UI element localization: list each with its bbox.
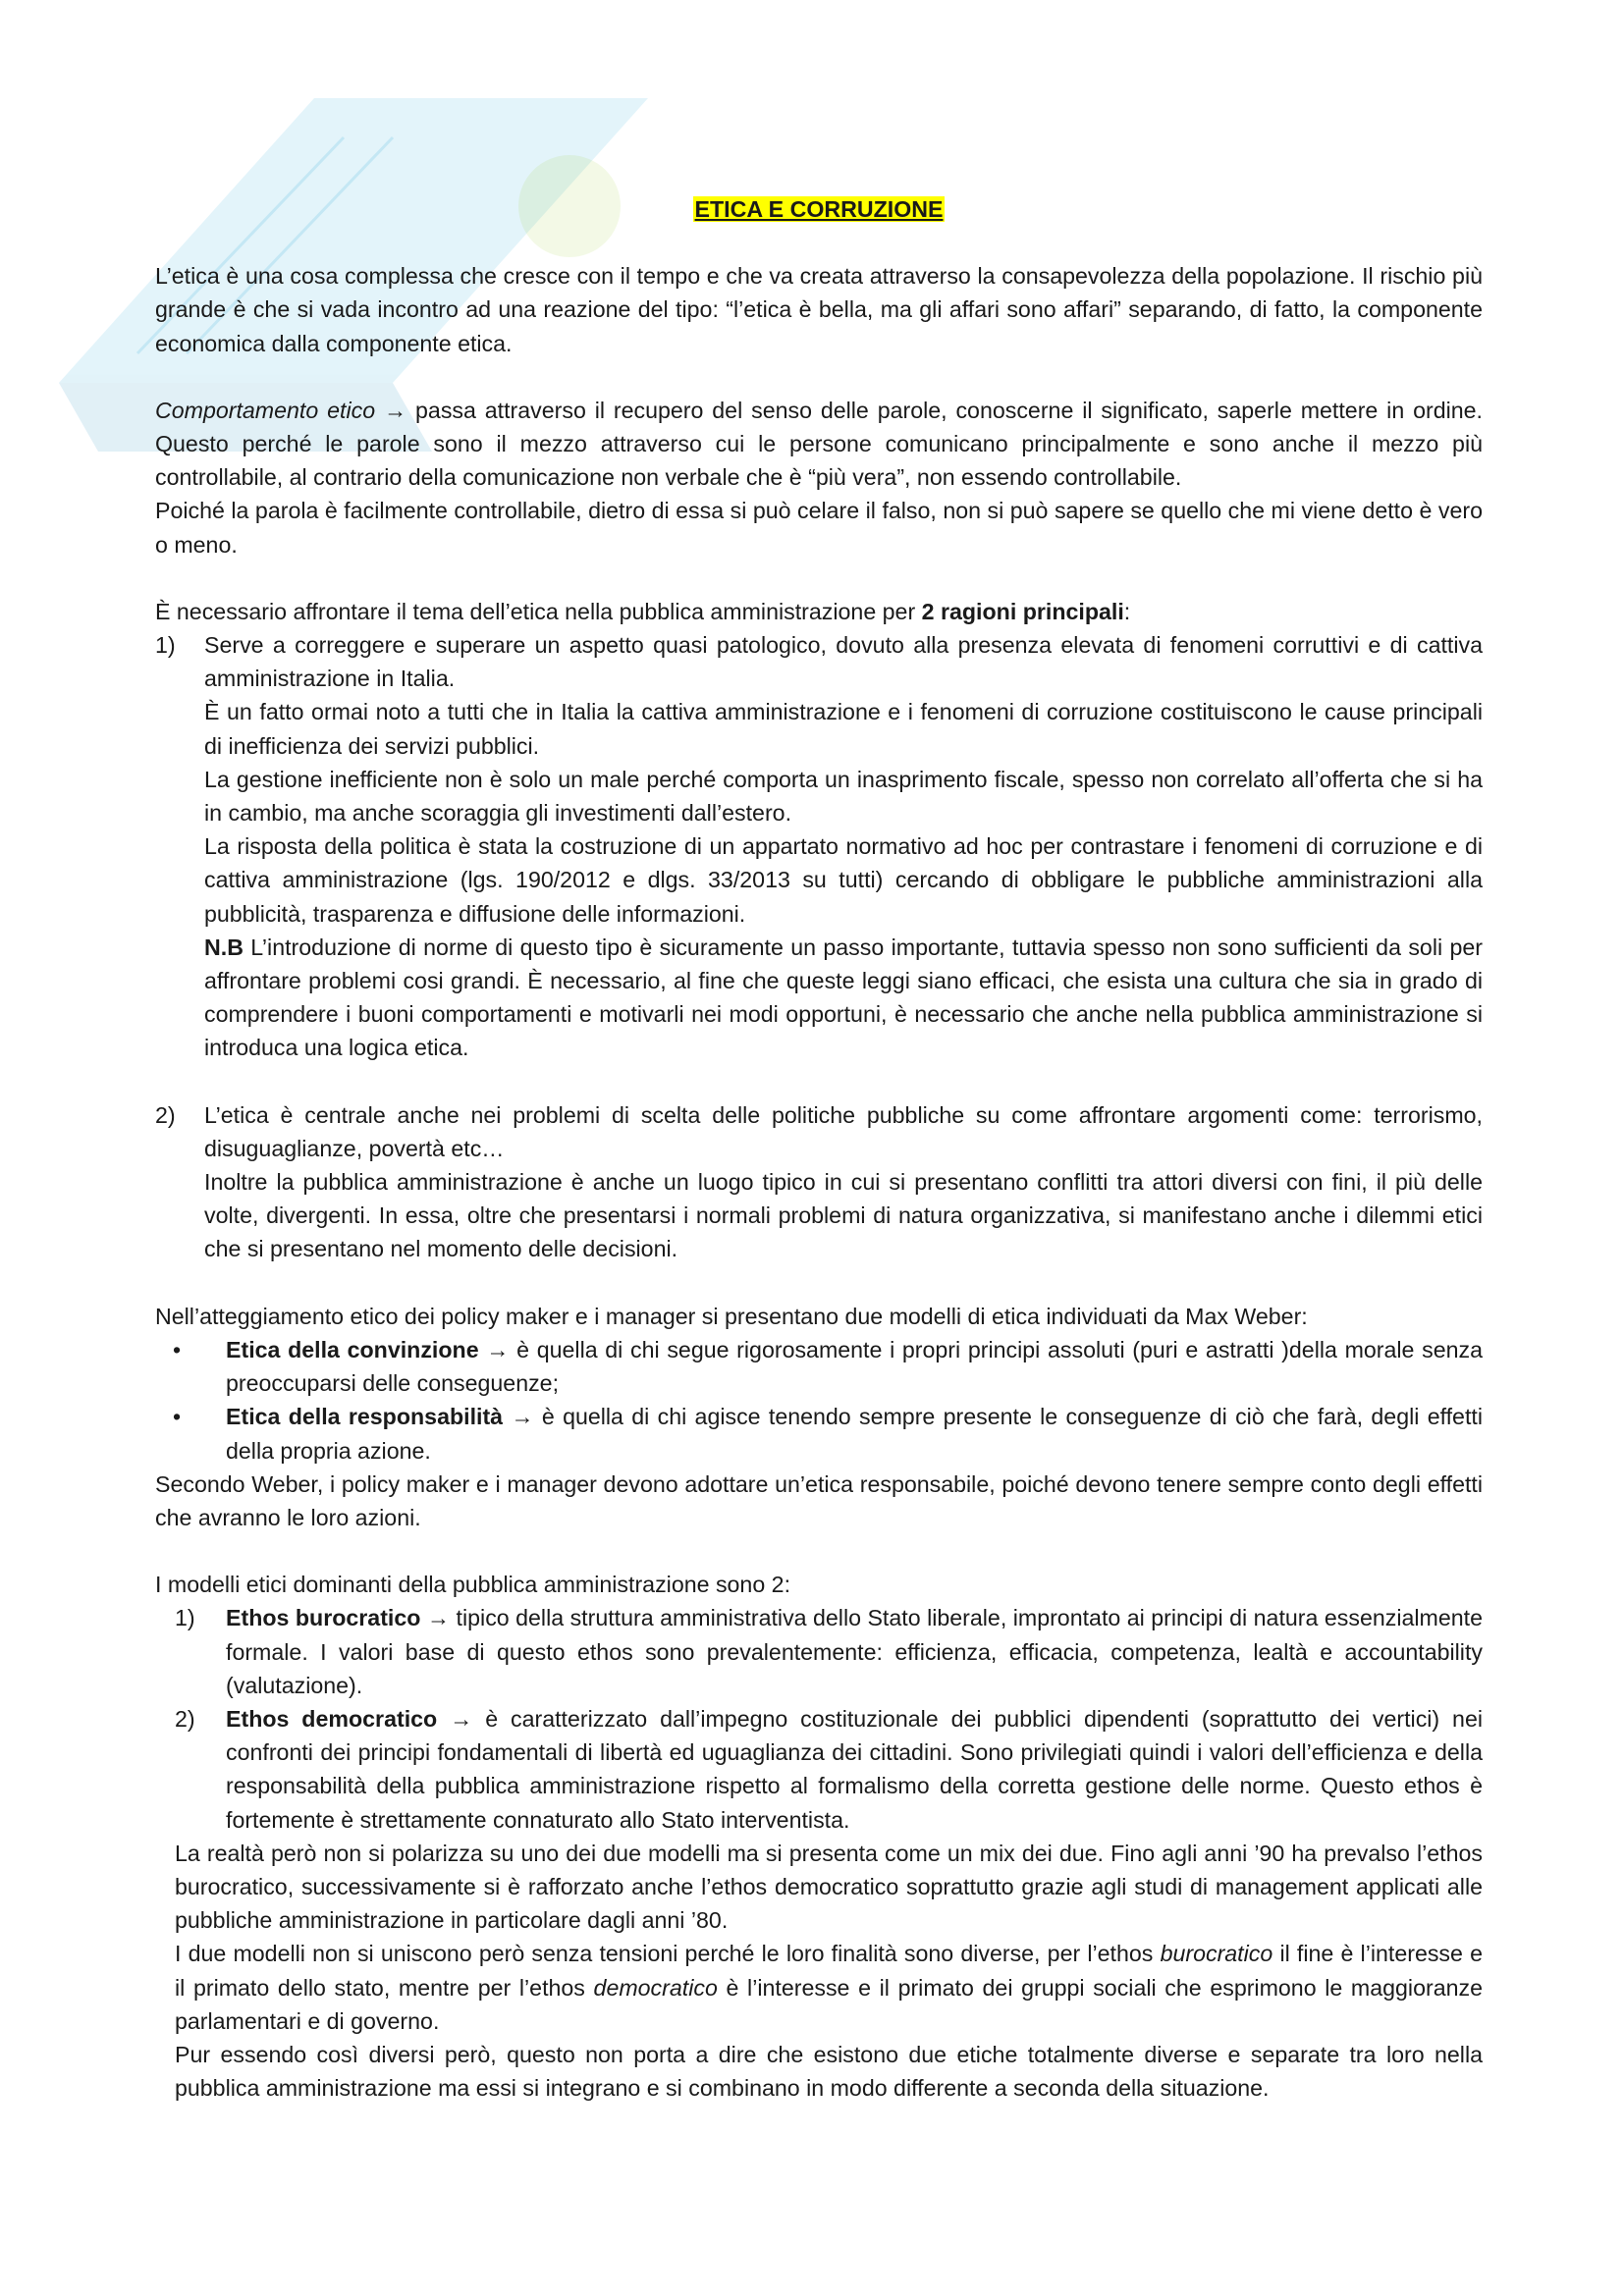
modello-item-1: 1) Ethos burocratico → tipico della struttura amministrativa dello Stato liberale, improntato ai principi di natura essenzialmente formale. I valori base di questo ethos sono prevalentemente: efficienza, efficacia, competenza, lealtà e accountability (valutazione). <box>155 1601 1483 1702</box>
list-marker: 1) <box>175 1605 195 1631</box>
list-marker: 2) <box>155 1101 176 1128</box>
list-marker: 2) <box>175 1705 195 1732</box>
arrow-icon: → <box>437 1705 486 1732</box>
weber-bullet-1: • Etica della convinzione → è quella di chi segue rigorosamente i propri principi assoluti (puri e astratti )della morale senza preoccuparsi delle conseguenze; <box>155 1333 1483 1400</box>
ragione-item-2: 2) L’etica è centrale anche nei problemi di scelta delle politiche pubbliche su come affrontare argomenti come: terrorismo, disuguaglianze, povertà etc… Inoltre la pubblica amministrazione è anche un luogo tipico in cui si presentano conflitti tra attori diversi con fini, il più delle volte, divergenti. In essa, oltre che presentarsi i normali problemi di natura organizzativa, si manifestano anche i dilemmi etici che si presentano nel momento delle decisioni. <box>155 1098 1483 1266</box>
intro-paragraph: L’etica è una cosa complessa che cresce con il tempo e che va creata attraverso la consapevolezza della popolazione. Il rischio più grande è che si vada incontro ad una reazione del tipo: “l’etica è bella, ma gli affari sono affari” separando, di fatto, la componente economica dalla componente etica. <box>155 263 1483 356</box>
arrow-icon: → <box>478 1336 517 1362</box>
bullet-icon: • <box>173 1336 182 1362</box>
weber-bullet-2: • Etica della responsabilità → è quella di chi agisce tenendo sempre presente le conseguenze di ciò che farà, degli effetti della propria azione. <box>155 1400 1483 1467</box>
ragioni-lead: È necessario affrontare il tema dell’etica nella pubblica amministrazione per 2 ragioni principali: <box>155 598 1131 624</box>
comportamento-term: Comportamento etico <box>155 397 376 423</box>
modello-item-2: 2) Ethos democratico → è caratterizzato dall’impegno costituzionale dei pubblici dipendenti (soprattutto dei vertici) nei confronti dei principi fondamentali di libertà ed uguaglianza dei cittadini. Sono privilegiati quindi i valori dell’efficienza e della responsabilità della pubblica amministrazione rispetto al formalismo della corretta gestione delle norme. Questo ethos è fortemente è strettamente connaturato allo Stato interventista. <box>155 1702 1483 1837</box>
modelli-lead: I modelli etici dominanti della pubblica amministrazione sono 2: <box>155 1572 791 1598</box>
document-page <box>155 192 1483 2105</box>
arrow-icon: → <box>375 397 416 423</box>
nb-note: N.B L’introduzione di norme di questo tipo è sicuramente un passo importante, tuttavia spesso non sono sufficienti da soli per affrontare problemi cosi grandi. È necessario, al fine che queste leggi siano efficaci, che esista una cultura che sia in grado di comprendere i buoni comportamenti e motivarli nei modi opportuni, è necessario che anche nella pubblica amministrazione si introduca una logica etica. <box>204 934 1483 1061</box>
bullet-icon: • <box>173 1404 182 1430</box>
comportamento-paragraph-2: Poiché la parola è facilmente controllabile, dietro di essa si può celare il falso, non si può sapere se quello che mi viene detto è vero o meno. <box>155 498 1483 558</box>
arrow-icon: → <box>503 1404 542 1430</box>
page-title: ETICA E CORRUZIONE <box>694 196 944 222</box>
comportamento-paragraph: Comportamento etico → passa attraverso il recupero del senso delle parole, conoscerne il significato, saperle mettere in ordine. Questo perché le parole sono il mezzo attraverso cui le persone comunicano principalmente e sono anche il mezzo più controllabile, al contrario della comunicazione non verbale che è “più vera”, non essendo controllabile. <box>155 397 1483 491</box>
ragione-item-1: 1) Serve a correggere e superare un aspetto quasi patologico, dovuto alla presenza elevata di fenomeni corruttivi e di cattiva amministrazione in Italia. È un fatto ormai noto a tutti che in Italia la cattiva amministrazione e i fenomeni di corruzione costituiscono le cause principali di inefficienza dei servizi pubblici. La gestione inefficiente non è solo un male perché comporta un inasprimento fiscale, spesso non correlato all’offerta che si ha in cambio, ma anche scoraggia gli investimenti dall’estero. La risposta della politica è stata la costruzione di un appartato normativo ad hoc per contrastare i fenomeni di corruzione e di cattiva amministrazione (lgs. 190/2012 e dlgs. 33/2013 su tutti) cercando di obbligare le pubbliche amministrazioni alla pubblicità, trasparenza e diffusione delle informazioni. N.B L’introduzione di norme di questo tipo è sicuramente un passo importante, tuttavia spesso non sono sufficienti da soli per affrontare problemi cosi grandi. È necessario, al fine che queste leggi siano efficaci, che esista una cultura che sia in grado di comprendere i buoni comportamenti e motivarli nei modi opportuni, è necessario che anche nella pubblica amministrazione si introduca una logica etica. <box>155 628 1483 1065</box>
list-marker: 1) <box>155 632 176 659</box>
weber-lead: Nell’atteggiamento etico dei policy maker e i manager si presentano due modelli di etica individuati da Max Weber: <box>155 1303 1308 1329</box>
arrow-icon: → <box>420 1605 457 1631</box>
weber-close: Secondo Weber, i policy maker e i manager devono adottare un’etica responsabile, poiché devono tenere sempre conto degli effetti che avranno le loro azioni. <box>155 1470 1483 1530</box>
modelli-commentary: La realtà però non si polarizza su uno dei due modelli ma si presenta come un mix dei due. Fino agli anni ’90 ha prevalso l’ethos burocratico, successivamente si è rafforzato anche l’ethos democratico soprattutto grazie agli studi di management applicati alle pubbliche amministrazione in particolare dagli anni ’80. I due modelli non si uniscono però senza tensioni perché le loro finalità sono diverse, per l’ethos burocratico il fine è l’interesse e il primato dello stato, mentre per l’ethos democratico è l’interesse e il primato dei gruppi sociali che esprimono le maggioranze parlamentari e di governo. Pur essendo così diversi però, questo non porta a dire che esistono due etiche totalmente diverse e separate tra loro nella pubblica amministrazione ma essi si integrano e si combinano in modo differente a seconda della situazione. <box>175 1840 1483 2102</box>
